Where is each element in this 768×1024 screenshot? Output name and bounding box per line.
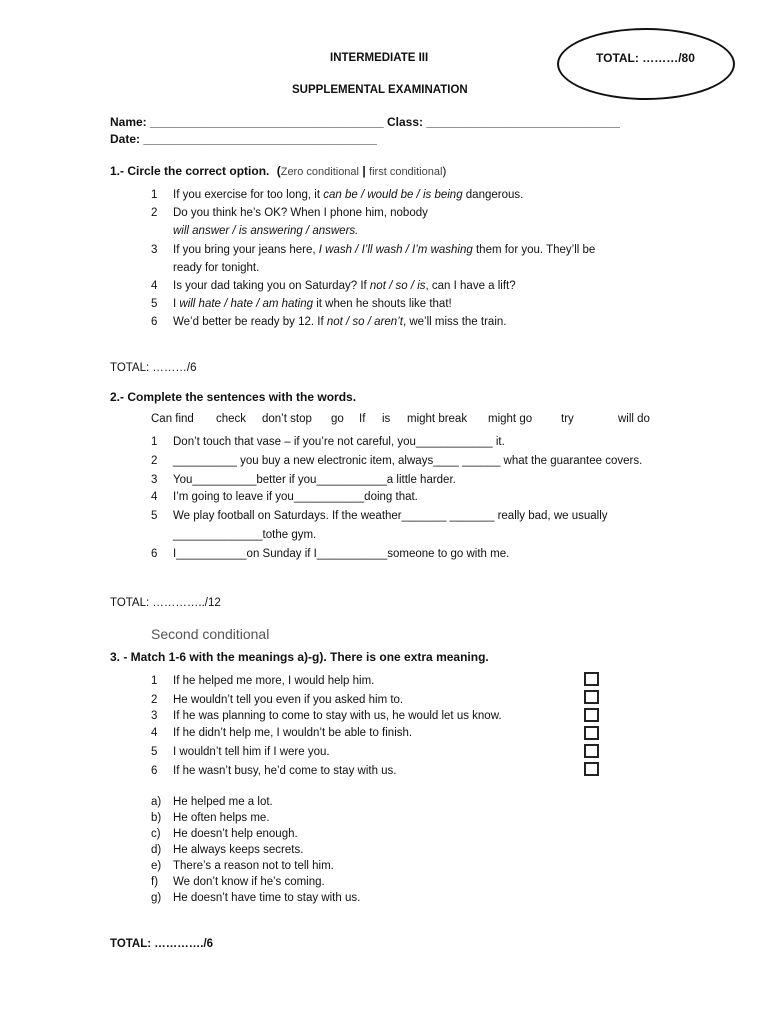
- section3-total: TOTAL: …………./6: [110, 938, 214, 950]
- answer-options[interactable]: not / so / aren’t: [326, 316, 403, 328]
- answer-options[interactable]: will answer / is answering / answers.: [173, 225, 359, 237]
- tag-zero-conditional: Zero conditional: [280, 166, 359, 178]
- question-text-end: , can I have a lift?: [425, 280, 516, 292]
- question-text-start: Do you think he’s OK? When I phone him, nobody: [173, 207, 428, 219]
- question-text-start: Is your dad taking you on Saturday? If: [173, 280, 370, 292]
- item-number: 5: [151, 746, 158, 758]
- meaning-text: He always keeps secrets.: [173, 844, 304, 856]
- item-number: 4: [151, 491, 158, 503]
- class-field[interactable]: _____________________________: [426, 115, 620, 129]
- word-bank-item: might go: [488, 413, 533, 425]
- answer-options[interactable]: can be / would be / is being: [323, 189, 463, 201]
- fill-in-sentence[interactable]: You__________better if you___________a little harder.: [173, 474, 456, 486]
- class-label: Class:: [386, 115, 423, 129]
- item-number: 4: [151, 280, 158, 292]
- tag-separator: |: [362, 164, 366, 178]
- answer-checkbox[interactable]: [584, 726, 599, 740]
- answer-checkbox[interactable]: [584, 672, 599, 686]
- tag-close: ): [442, 164, 447, 178]
- item-number: 5: [151, 510, 158, 522]
- answer-checkbox[interactable]: [584, 708, 599, 722]
- question-text-continued: ready for tonight.: [173, 262, 260, 274]
- item-number: 3: [151, 474, 158, 486]
- question-text-end: them for you. They’ll be: [472, 244, 596, 256]
- section1-total: TOTAL: ………/6: [110, 362, 197, 374]
- fill-in-sentence[interactable]: __________ you buy a new electronic item, always____ ______ what the guarantee covers.: [173, 455, 643, 467]
- fill-in-sentence[interactable]: I’m going to leave if you___________doing that.: [173, 491, 418, 503]
- word-bank-item: will do: [618, 413, 650, 425]
- word-bank-item: If: [359, 413, 366, 425]
- match-sentence: If he wasn’t busy, he’d come to stay with us.: [173, 765, 397, 777]
- section2-heading: 2.- Complete the sentences with the words.: [110, 390, 357, 404]
- answer-options[interactable]: not / so / is: [369, 280, 426, 292]
- item-number: 3: [151, 710, 158, 722]
- section1-heading-row: [110, 164, 446, 178]
- name-row: [110, 115, 620, 129]
- meaning-text: He doesn’t help enough.: [173, 828, 298, 840]
- question-text-end: it when he shouts like that!: [313, 298, 452, 310]
- question-text-start: We’d better be ready by 12. If: [173, 316, 327, 328]
- item-number: 1: [151, 436, 158, 448]
- answer-checkbox[interactable]: [584, 762, 599, 776]
- name-field[interactable]: ___________________________________: [150, 115, 384, 129]
- word-bank-item: might break: [407, 413, 468, 425]
- question-text-start: If you exercise for too long, it: [173, 189, 324, 201]
- meaning-letter: d): [151, 844, 162, 856]
- section1-heading: 1.- Circle the correct option.: [110, 164, 270, 178]
- date-row: [110, 132, 377, 146]
- item-number: 6: [151, 548, 158, 560]
- question-text-start: If you bring your jeans here,: [173, 244, 319, 256]
- fill-in-sentence-continued[interactable]: ______________tothe gym.: [173, 529, 317, 541]
- tag-open: (: [276, 164, 281, 178]
- name-label: Name:: [110, 115, 147, 129]
- item-number: 6: [151, 765, 158, 777]
- match-sentence: If he helped me more, I would help him.: [173, 675, 375, 687]
- second-conditional-label: Second conditional: [151, 626, 270, 642]
- item-number: 3: [151, 244, 158, 256]
- meaning-letter: c): [151, 828, 161, 840]
- section3-heading: 3. - Match 1-6 with the meanings a)-g). There is one extra meaning.: [110, 650, 489, 664]
- word-bank-item: don’t stop: [262, 413, 312, 425]
- meaning-text: We don’t know if he’s coming.: [173, 876, 325, 888]
- fill-in-sentence[interactable]: We play football on Saturdays. If the weather_______ _______ really bad, we usually: [173, 510, 608, 522]
- word-bank-item: check: [216, 413, 247, 425]
- question-text: [173, 280, 516, 292]
- fill-in-sentence[interactable]: Don’t touch that vase – if you’re not careful, you____________ it.: [173, 436, 505, 448]
- answer-options[interactable]: will hate / hate / am hating: [179, 298, 313, 310]
- question-text-end: dangerous.: [462, 189, 524, 201]
- item-number: 4: [151, 727, 158, 739]
- answer-checkbox[interactable]: [584, 744, 599, 758]
- exam-title: INTERMEDIATE III: [330, 52, 429, 64]
- match-sentence: He wouldn’t tell you even if you asked him to.: [173, 694, 404, 706]
- question-text-start: I: [173, 298, 180, 310]
- word-bank-item: try: [561, 413, 574, 425]
- answer-checkbox[interactable]: [584, 690, 599, 704]
- tag-first-conditional: first conditional: [369, 166, 443, 178]
- item-number: 5: [151, 298, 158, 310]
- meaning-letter: f): [151, 876, 159, 888]
- meaning-letter: b): [151, 812, 162, 824]
- question-text: [173, 244, 595, 256]
- fill-in-sentence[interactable]: I___________on Sunday if I___________someone to go with me.: [173, 548, 510, 560]
- match-sentence: If he was planning to come to stay with us, he would let us know.: [173, 710, 502, 722]
- meaning-text: He often helps me.: [173, 812, 270, 824]
- total-score: TOTAL: ………/80: [596, 51, 695, 65]
- match-sentence: I wouldn’t tell him if I were you.: [173, 746, 330, 758]
- meaning-letter: g): [151, 892, 162, 904]
- question-text-end: , we’ll miss the train.: [402, 316, 507, 328]
- meaning-letter: a): [151, 796, 162, 808]
- date-label: Date:: [110, 132, 141, 146]
- exam-subtitle: SUPPLEMENTAL EXAMINATION: [292, 84, 468, 96]
- question-text: [173, 207, 428, 219]
- match-sentence: If he didn’t help me, I wouldn’t be able to finish.: [173, 727, 413, 739]
- word-bank-item: Can find: [151, 413, 194, 425]
- word-bank-item: is: [382, 413, 391, 425]
- answer-options[interactable]: I wash / I’ll wash / I’m washing: [318, 244, 473, 256]
- meaning-text: He doesn’t have time to stay with us.: [173, 892, 361, 904]
- meaning-text: He helped me a lot.: [173, 796, 273, 808]
- question-text: [173, 189, 523, 201]
- item-number: 6: [151, 316, 158, 328]
- item-number: 1: [151, 675, 158, 687]
- item-number: 2: [151, 455, 158, 467]
- question-text: [173, 298, 452, 310]
- meaning-text: There’s a reason not to tell him.: [173, 860, 334, 872]
- question-text: [173, 316, 506, 328]
- item-number: 2: [151, 694, 158, 706]
- item-number: 1: [151, 189, 158, 201]
- item-number: 2: [151, 207, 158, 219]
- meaning-letter: e): [151, 860, 162, 872]
- word-bank-item: go: [331, 413, 344, 425]
- date-field[interactable]: ___________________________________: [143, 132, 377, 146]
- section2-total: TOTAL: …………../12: [110, 597, 221, 609]
